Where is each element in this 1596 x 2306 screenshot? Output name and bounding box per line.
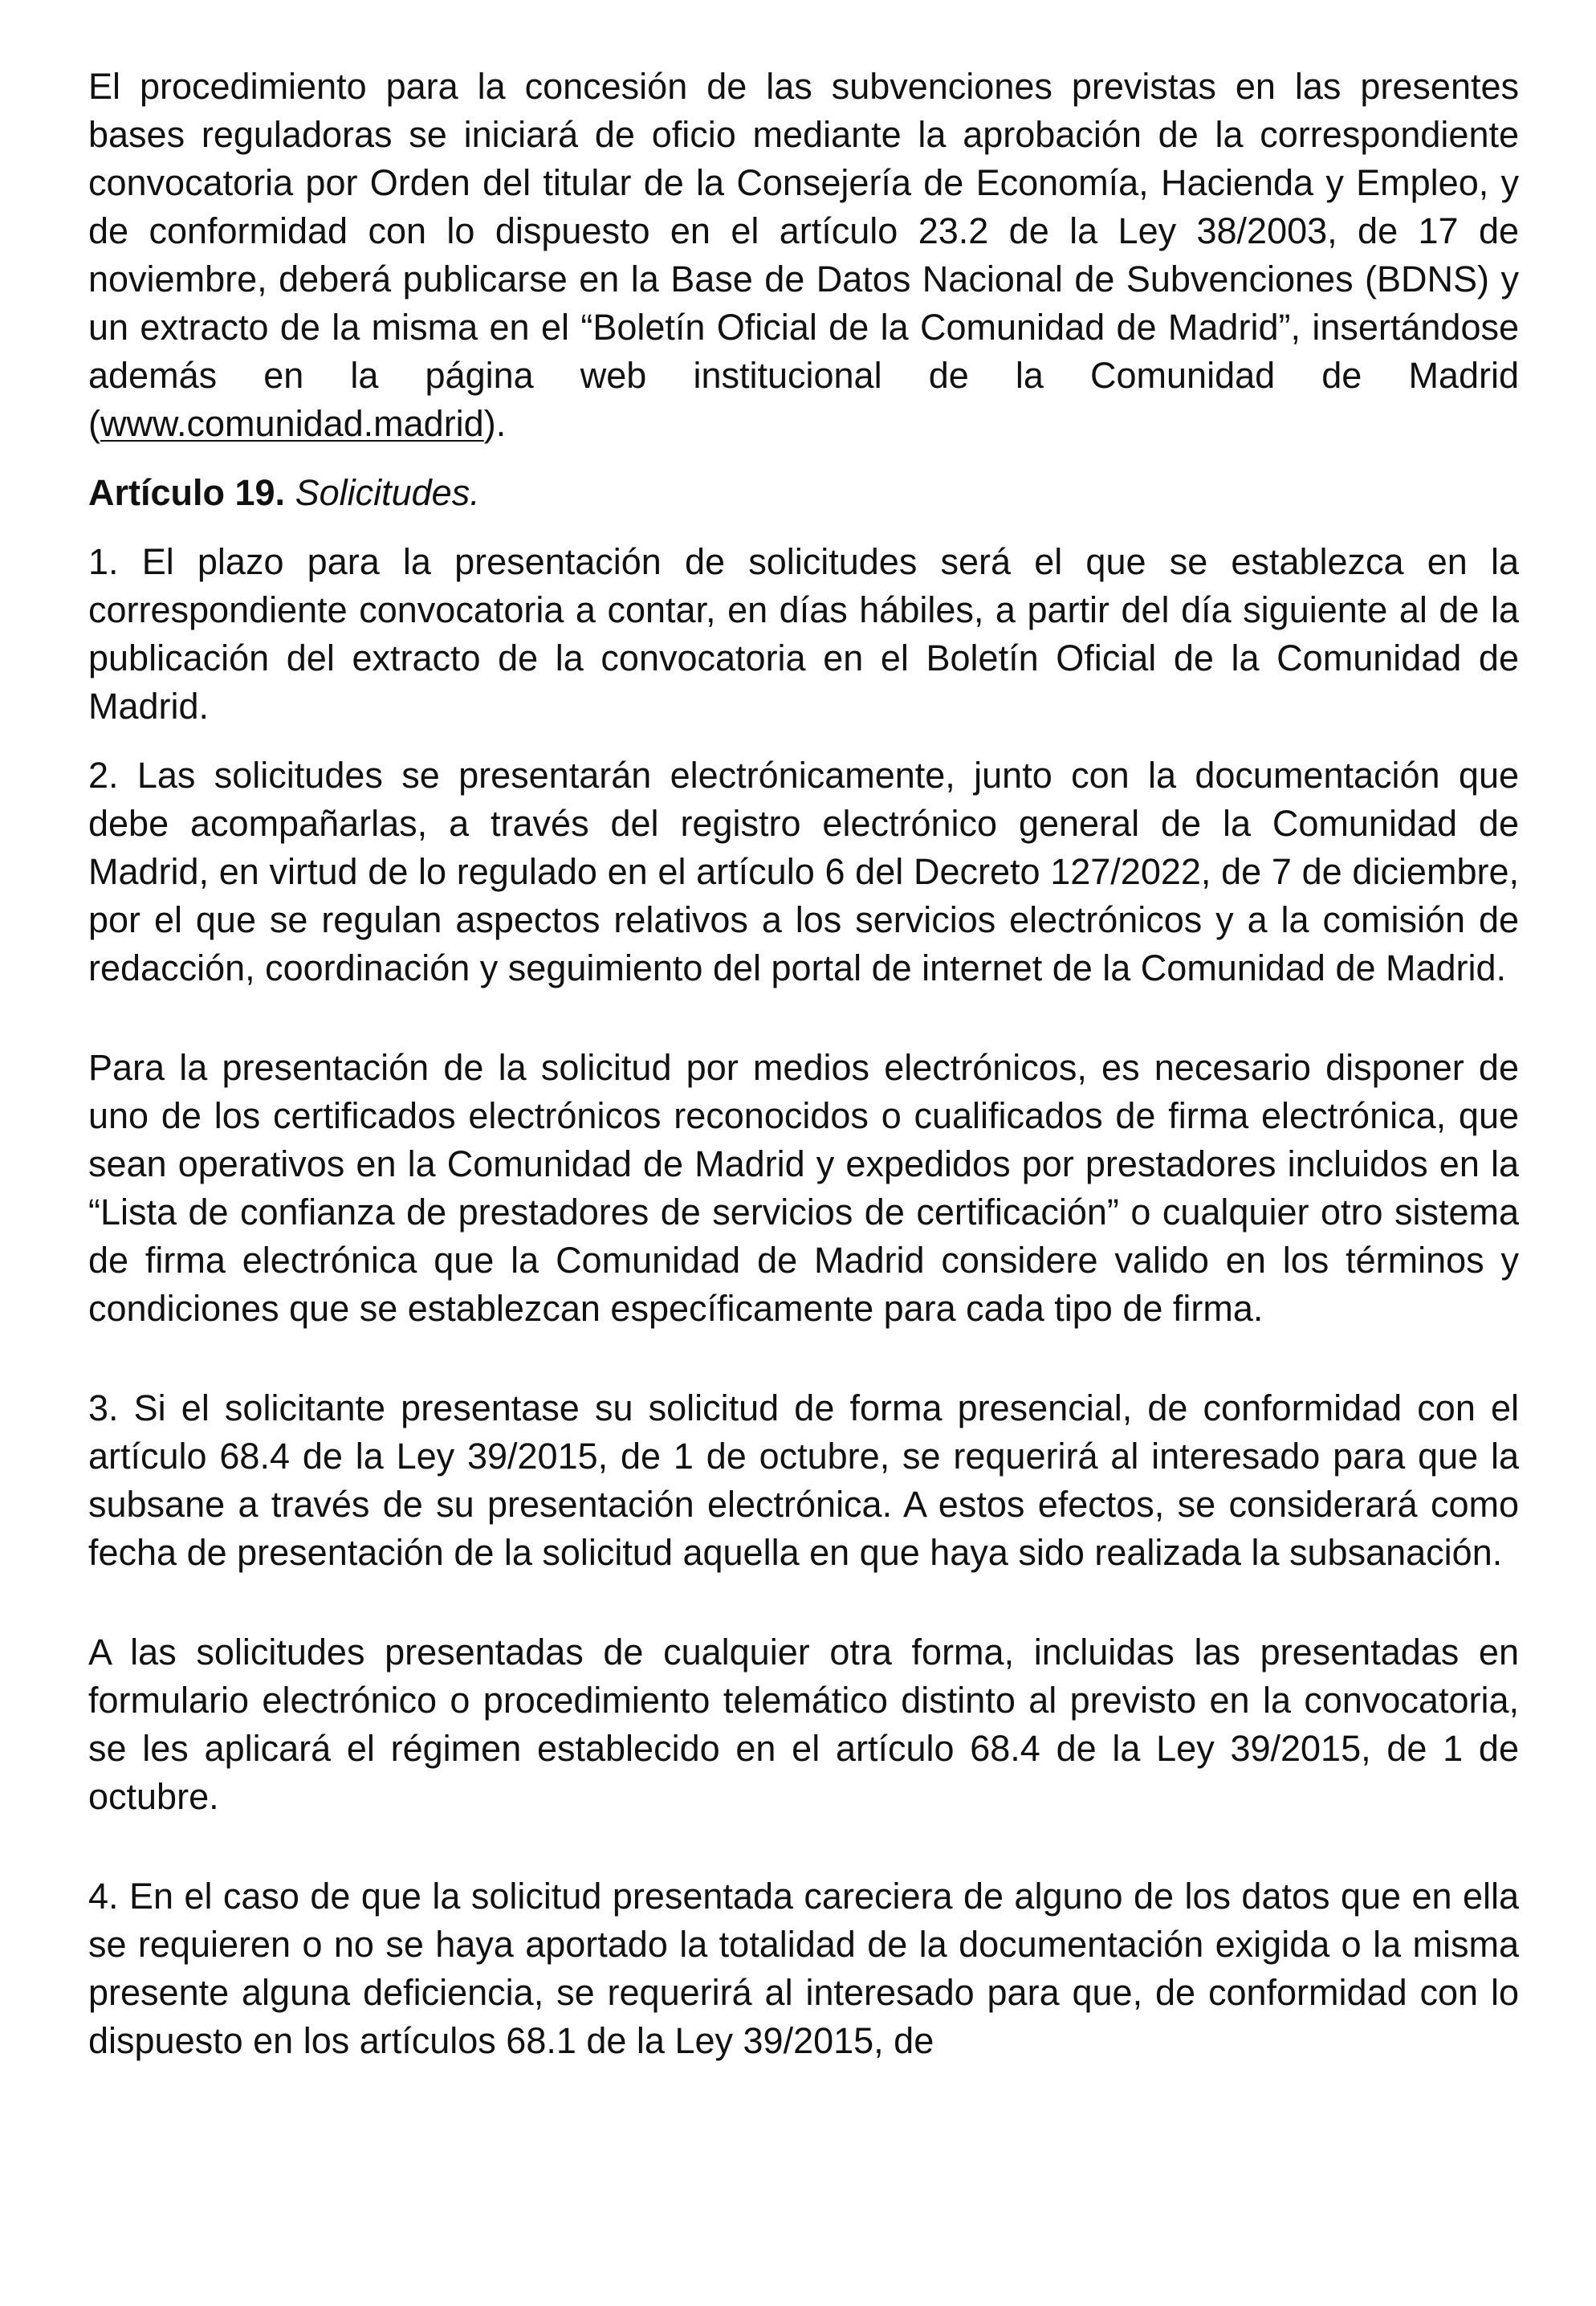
intro-paragraph [88, 63, 1519, 448]
paragraph-1: 1. El plazo para la presentación de solicitudes será el que se establezca en la correspondiente convocatoria a contar, en días hábiles, a partir del día siguiente al de la publicación del extracto de la convocatoria en el Boletín Oficial de la Comunidad de Madrid. [88, 541, 1519, 727]
article-label: Artículo 19. [88, 472, 286, 513]
paragraph-other-forms: A las solicitudes presentadas de cualquier otra forma, incluidas las presentadas en formulario electrónico o procedimiento telemático distinto al previsto en la convocatoria, se les aplicará el régimen establecido en el artículo 68.4 de la Ley 39/2015, de 1 de octubre. [88, 1632, 1519, 1817]
paragraph-4: 4. En el caso de que la solicitud presentada careciera de alguno de los datos que en ella se requieren o no se haya aportado la totalidad de la documentación exigida o la misma presente alguna deficiencia, se requerirá al interesado para que, de conformidad con lo dispuesto en los artículos 68.1 de la Ley 39/2015, de [88, 1876, 1519, 2061]
paragraph-3: 3. Si el solicitante presentase su solicitud de forma presencial, de conformidad con el artículo 68.4 de la Ley 39/2015, de 1 de octubre, se requerirá al interesado para que la subsane a través de su presentación electrónica. A estos efectos, se considerará como fecha de presentación de la solicitud aquella en que haya sido realizada la subsanación. [88, 1387, 1519, 1573]
document-page [88, 63, 1519, 2065]
article-title: Solicitudes. [295, 472, 480, 513]
intro-text: El procedimiento para la concesión de las subvenciones previstas en las presentes bases reguladoras se iniciará de oficio mediante la aprobación de la correspondiente convocatoria por Orden del titular de la Consejería de Economía, Hacienda y Empleo, y de conformidad con lo dispuesto en el artículo 23.2 de la Ley 38/2003, de 17 de noviembre, deberá publicarse en la Base de Datos Nacional de Subvenciones (BDNS) y un extracto de la misma en el “Boletín Oficial de la Comunidad de Madrid”, insertándose además en la página web institucional de la Comunidad de Madrid ( [88, 66, 1519, 444]
paragraph-electronic-signature: Para la presentación de la solicitud por medios electrónicos, es necesario disponer de uno de los certificados electrónicos reconocidos o cualificados de firma electrónica, que sean operativos en la Comunidad de Madrid y expedidos por prestadores incluidos en la “Lista de confianza de prestadores de servicios de certificación” o cualquier otro sistema de firma electrónica que la Comunidad de Madrid considere valido en los términos y condiciones que se establezcan específicamente para cada tipo de firma. [88, 1047, 1519, 1329]
comunidad-madrid-link[interactable]: www.comunidad.madrid [100, 403, 484, 444]
article-heading [88, 469, 1519, 517]
paragraph-2: 2. Las solicitudes se presentarán electrónicamente, junto con la documentación que debe acompañarlas, a través del registro electrónico general de la Comunidad de Madrid, en virtud de lo regulado en el artículo 6 del Decreto 127/2022, de 7 de diciembre, por el que se regulan aspectos relativos a los servicios electrónicos y a la comisión de redacción, coordinación y seguimiento del portal de internet de la Comunidad de Madrid. [88, 755, 1519, 988]
intro-text-end: ). [483, 403, 507, 444]
